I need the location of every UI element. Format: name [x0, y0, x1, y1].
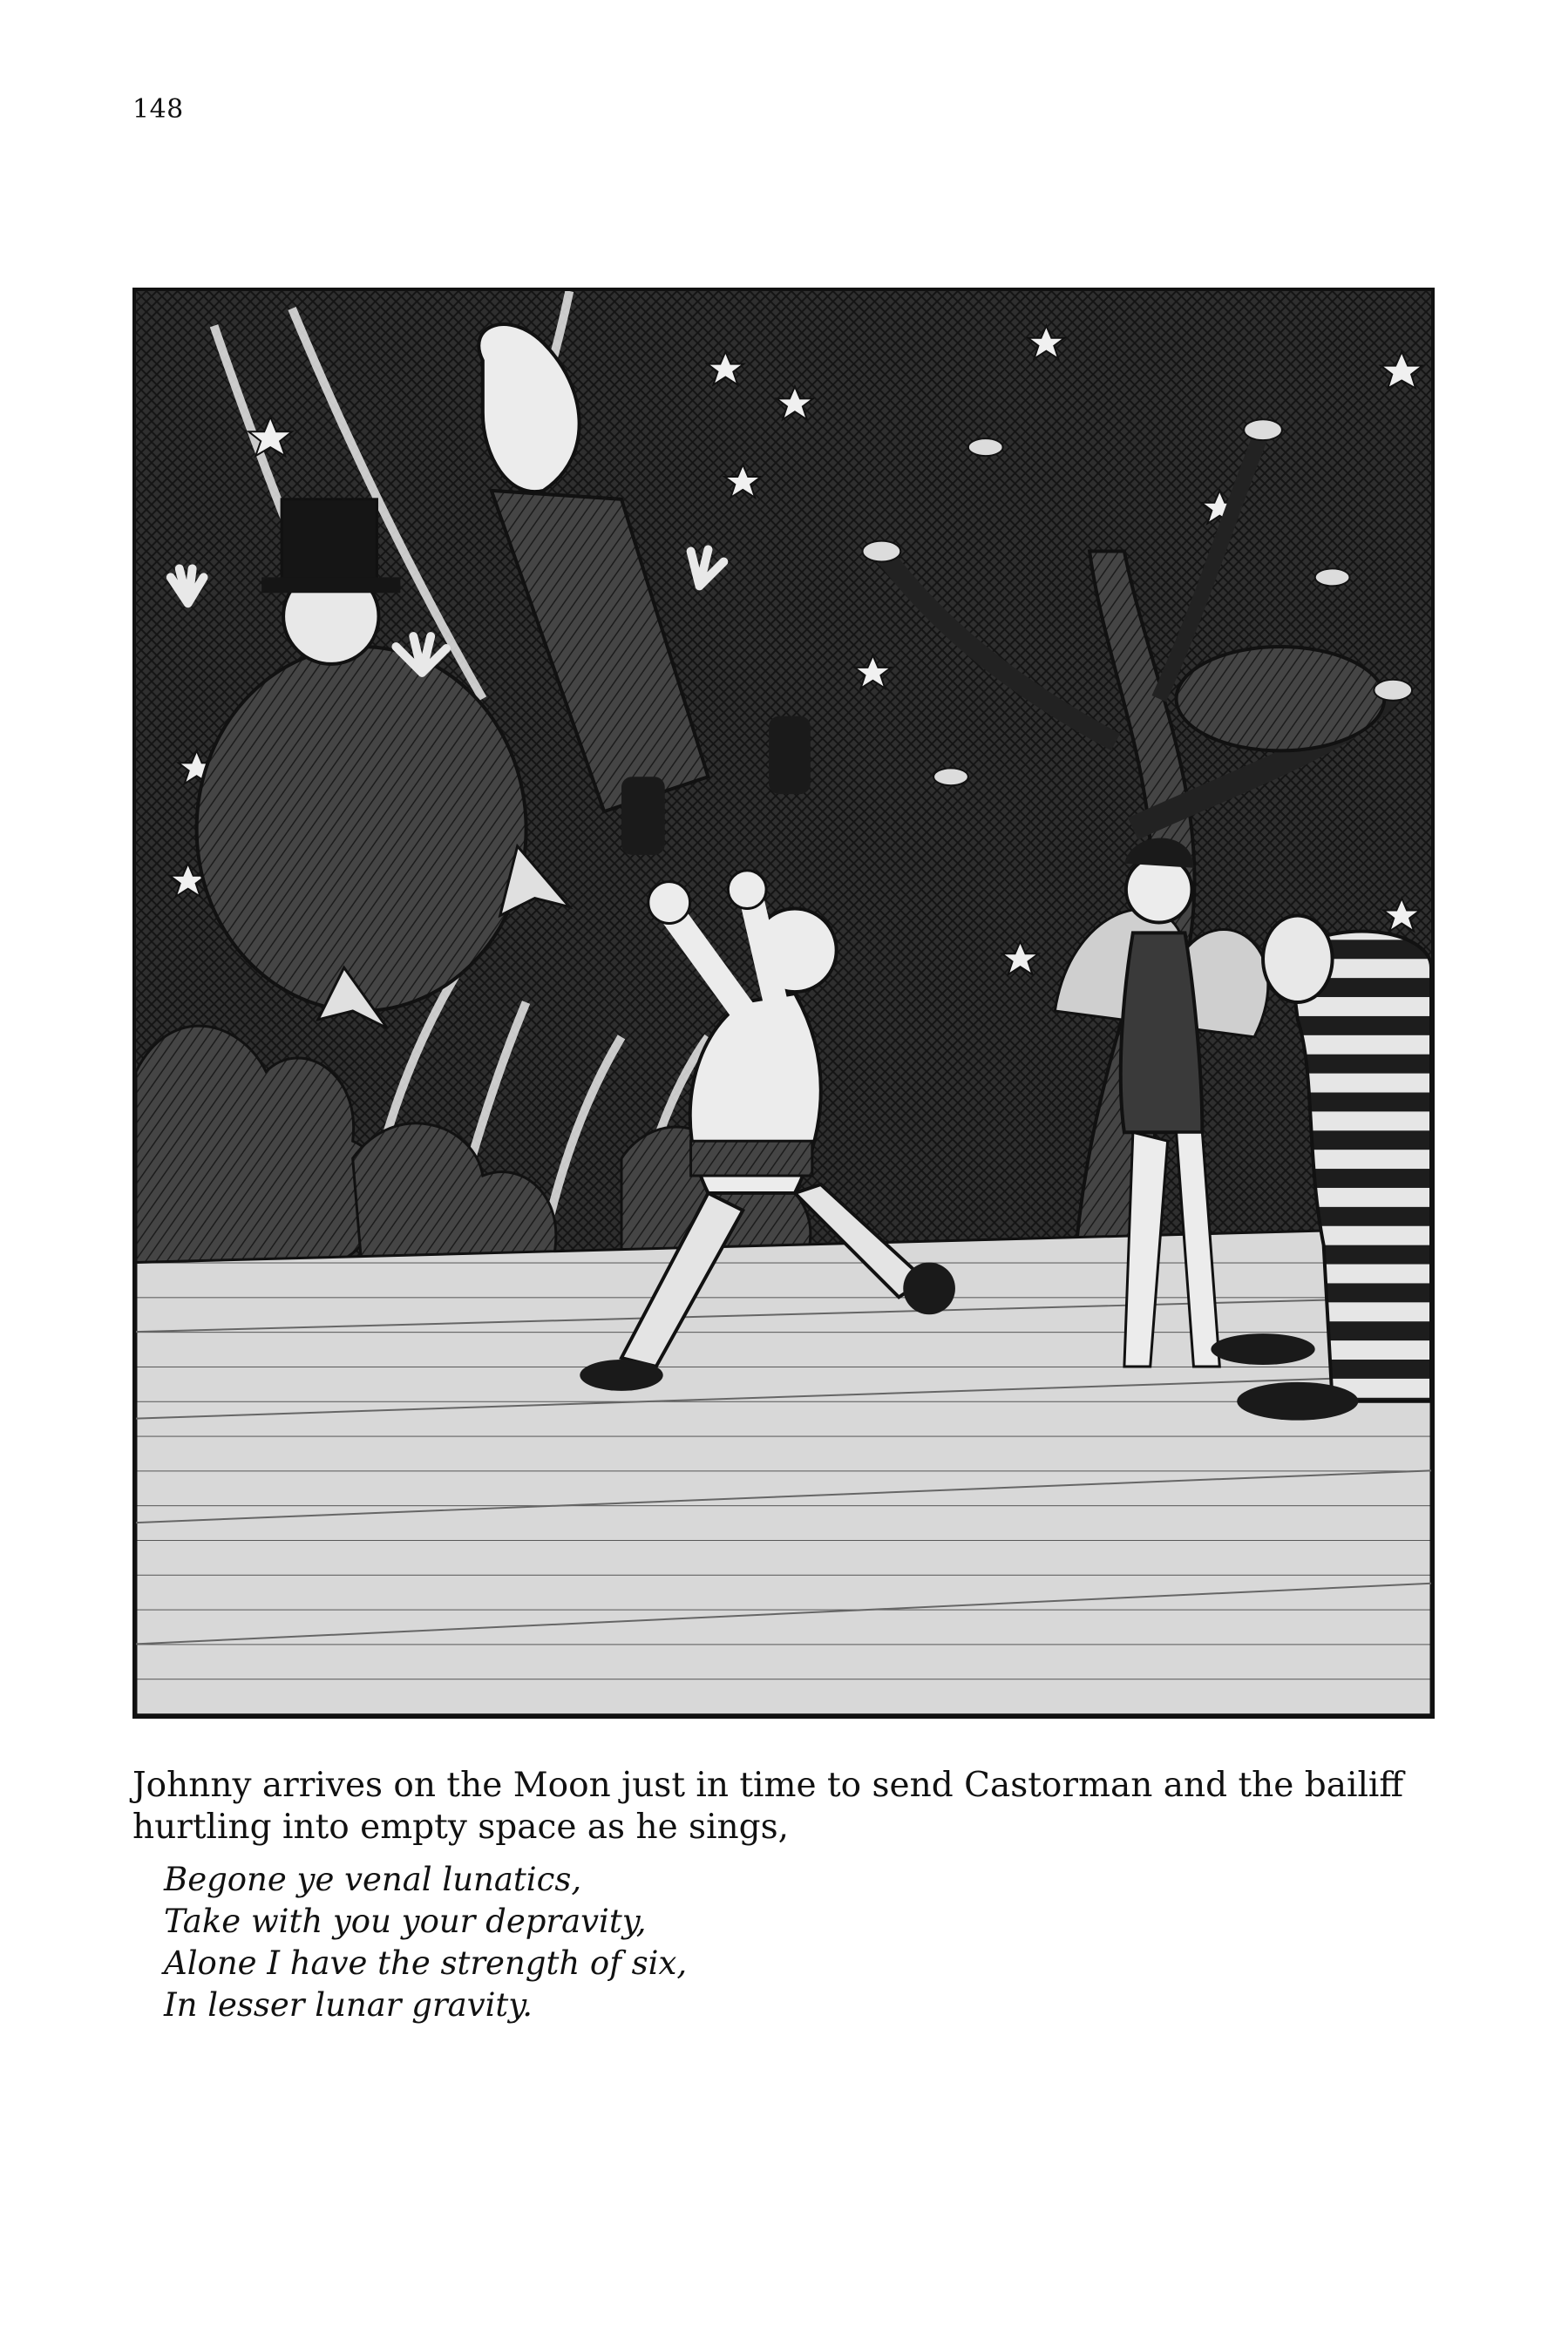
- moon-scene-illustration: [136, 291, 1431, 1715]
- verse-line: Take with you your depravity,: [164, 1903, 647, 1940]
- illustration-panel: [132, 288, 1435, 1719]
- verse-line: In lesser lunar gravity.: [164, 1986, 533, 2024]
- verse-line: Alone I have the strength of six,: [164, 1944, 688, 1982]
- verse-line: Begone ye venal lunatics,: [164, 1861, 582, 1898]
- caption-paragraph: Johnny arrives on the Moon just in time to send Castorman and the bailiff hurtling into empty space as he sings,: [132, 1766, 1404, 1847]
- verse-block: [164, 1859, 1210, 2026]
- page-number: 148: [132, 94, 184, 125]
